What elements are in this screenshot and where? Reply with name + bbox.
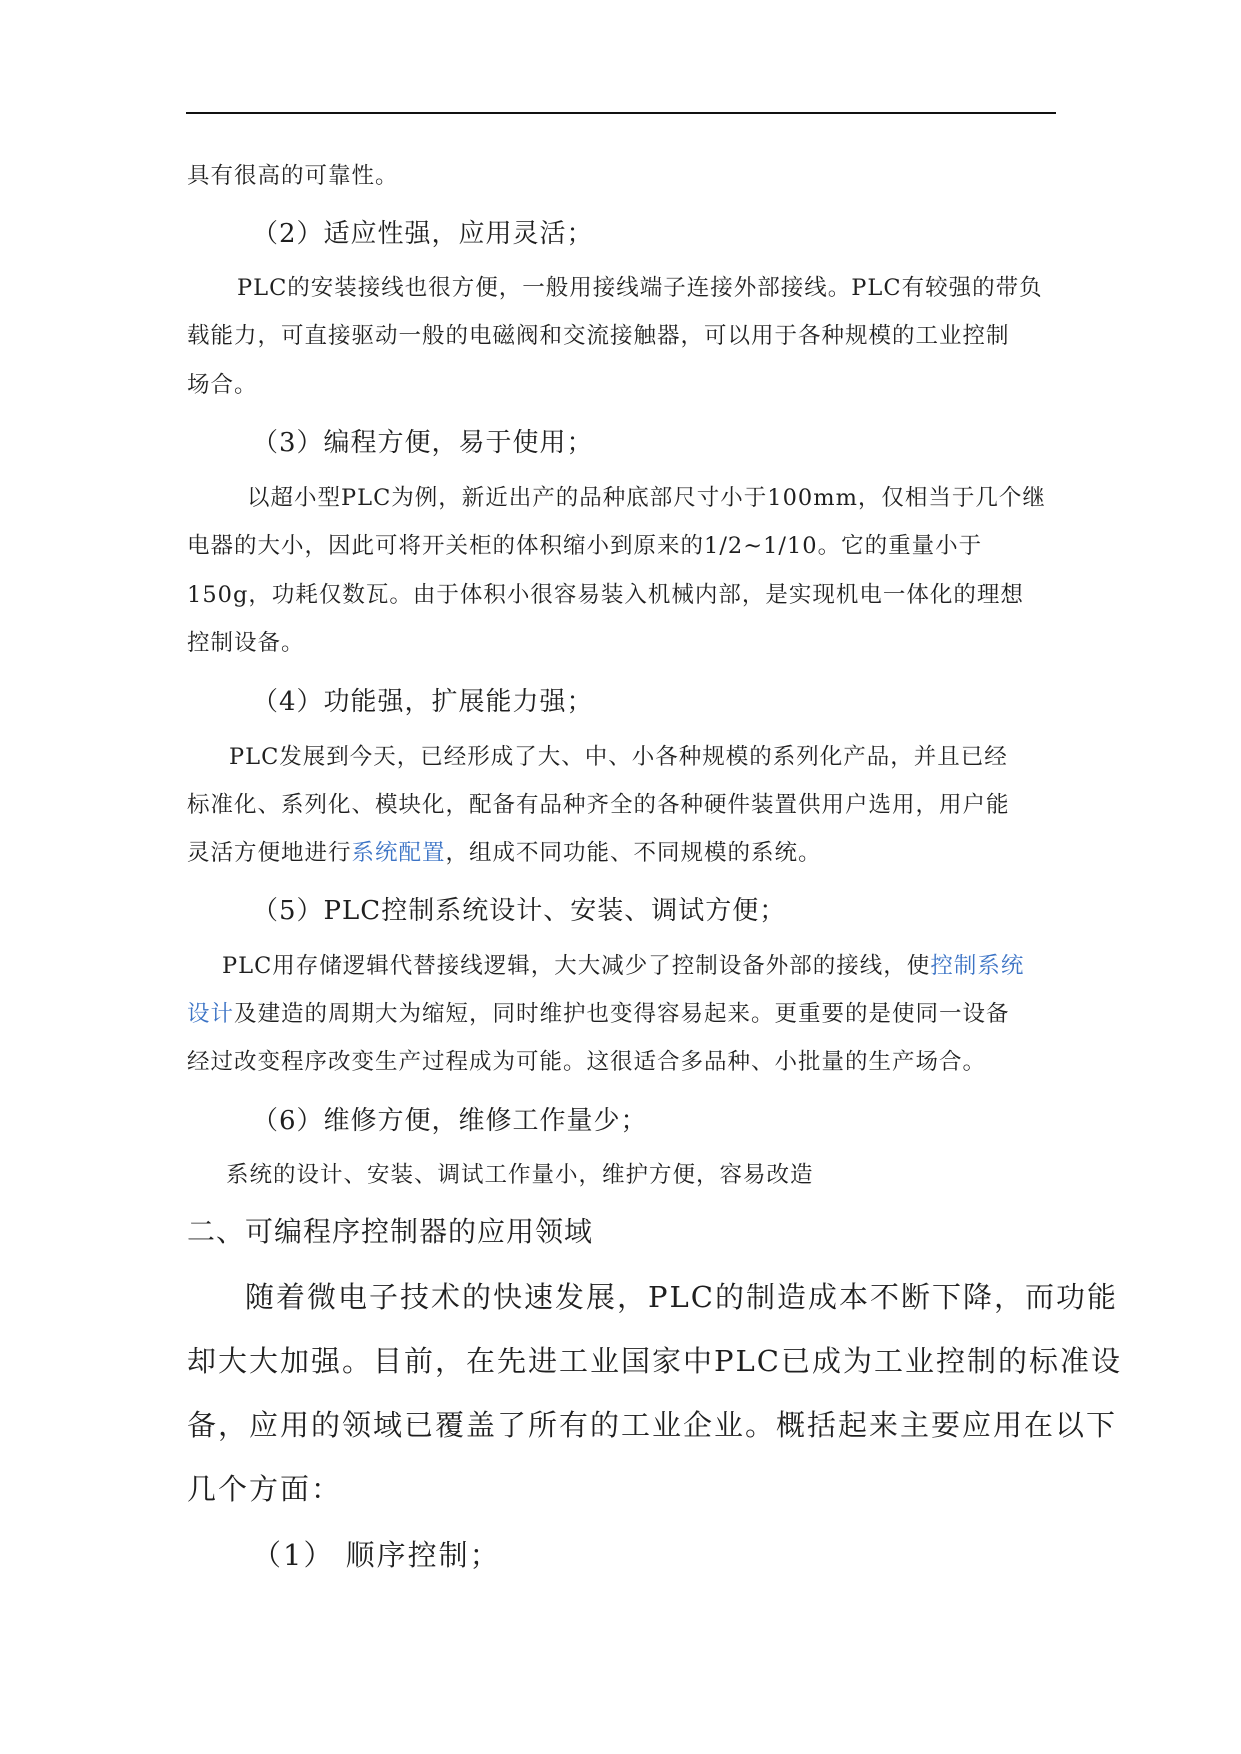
body-text-line: PLC的安装接线也很方便，一般用接线端子连接外部接线。PLC有较强的带负 [237,275,1043,301]
body-text-line-large: 随着微电子技术的快速发展，PLC的制造成本不断下降，而功能 [245,1280,1118,1314]
body-text-line-large: 几个方面： [187,1472,343,1506]
body-text-line: 经过改变程序改变生产过程成为可能。这很适合多品种、小批量的生产场合。 [187,1049,987,1075]
body-text-line [187,842,822,865]
sub-item-heading: （1） 顺序控制； [252,1538,501,1572]
header-rule [186,112,1056,114]
control-system-design-link[interactable]: 控制系统 [930,953,1025,979]
section-heading: （4）功能强，扩展能力强； [252,687,594,717]
body-text-line [187,1003,1010,1026]
body-text-line: 电器的大小，因此可将开关柜的体积缩小到原来的1/2~1/10。它的重量小于 [187,533,983,559]
section-heading: （2）适应性强，应用灵活； [252,219,594,249]
body-text-segment: 灵活方便地进行 [187,840,352,866]
section-heading: （5）PLC控制系统设计、安装、调试方便； [252,896,787,926]
body-text-line: 具有很高的可靠性。 [187,163,399,189]
body-text-line-large: 却大大加强。目前，在先进工业国家中PLC已成为工业控制的标准设 [187,1344,1122,1378]
chapter-heading: 二、可编程序控制器的应用领域 [187,1215,594,1248]
body-text-segment: PLC用存储逻辑代替接线逻辑，大大减少了控制设备外部的接线，使 [222,953,931,979]
body-text-line: 150g，功耗仅数瓦。由于体积小很容易装入机械内部，是实现机电一体化的理想 [187,582,1024,608]
body-text-line [222,955,1024,978]
body-text-line: 系统的设计、安装、调试工作量小，维护方便，容易改造 [226,1162,814,1188]
body-text-line: 标准化、系列化、模块化，配备有品种齐全的各种硬件装置供用户选用，用户能 [187,792,1010,818]
body-text-segment: 及建造的周期大为缩短，同时维护也变得容易起来。更重要的是使同一设备 [234,1001,1010,1027]
section-heading: （3）编程方便，易于使用； [252,428,594,458]
section-heading: （6）维修方便，维修工作量少； [252,1106,648,1136]
body-text-segment: ，组成不同功能、不同规模的系统。 [445,840,822,866]
control-system-design-link[interactable]: 设计 [187,1001,235,1027]
body-text-line: 以超小型PLC为例，新近出产的品种底部尺寸小于100mm，仅相当于几个继 [247,485,1046,511]
body-text-line: 控制设备。 [187,630,305,656]
body-text-line: PLC发展到今天，已经形成了大、中、小各种规模的系列化产品，并且已经 [229,744,1008,770]
body-text-line: 载能力，可直接驱动一般的电磁阀和交流接触器，可以用于各种规模的工业控制 [187,323,1010,349]
system-config-link[interactable]: 系统配置 [351,840,446,866]
body-text-line-large: 备，应用的领域已覆盖了所有的工业企业。概括起来主要应用在以下 [187,1408,1118,1442]
body-text-line: 场合。 [187,372,258,398]
